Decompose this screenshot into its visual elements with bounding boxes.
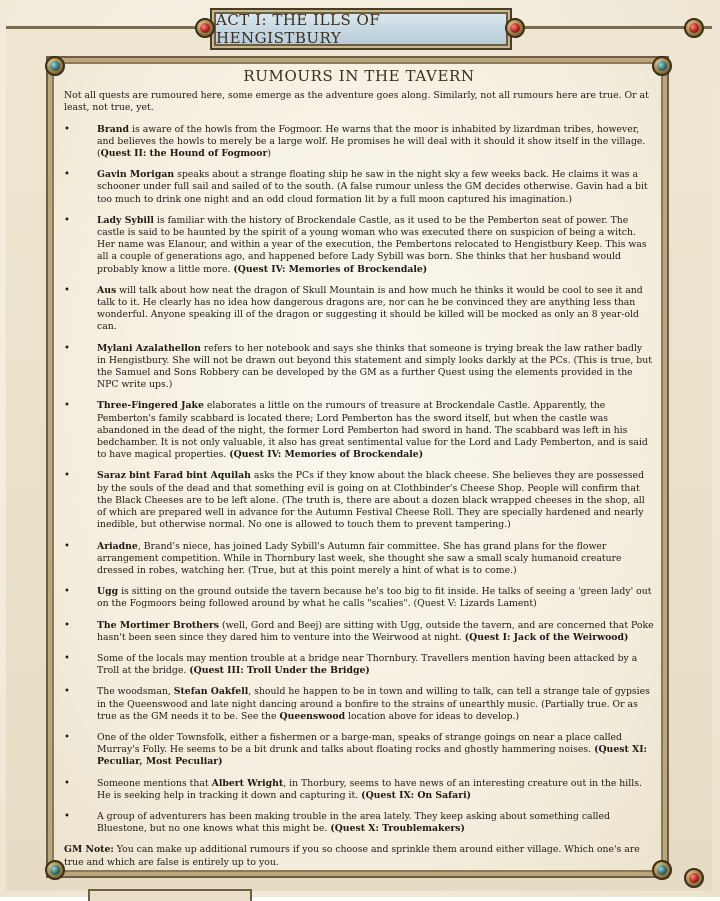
gem-ornament-icon [505,18,525,38]
rumours-content [64,67,654,869]
section-title: RUMOURS IN THE TAVERN [243,67,475,85]
rumour-item: • The woodsman, Stefan Oakfell, should he happen to be in town and willing to talk, can tell a strange tale of gypsies in the Queenswood and late night dancing around a bonfire to the strains of unearthly music. (Partially true. Or as true as the GM needs it to be. See the Queenswood location above for ideas to develop.) [64,686,654,723]
rumour-item: • Ariadne, Brand's niece, has joined Lady Sybill's Autumn fair committee. She has grand plans for the flower arrangement competition. While in Thornbury last week, she thought she saw a small scaly humanoid creature dressed in robes, watching her. (True, but at this point merely a hint of what is to come.) [64,541,654,578]
gem-ornament-icon [652,56,672,76]
rumour-item: • A group of adventurers has been making trouble in the area lately. They keep asking about something called Bluestone, but no one knows what this might be. (Quest X: Troublemakers) [64,811,654,835]
rumour-item: • Some of the locals may mention trouble at a bridge near Thornbury. Travellers mention having been attacked by a Troll at the bridge. (Quest III: Troll Under the Bridge) [64,653,654,677]
chapter-banner-text: ACT I: THE ILLS OF HENGISTBURY [216,11,381,47]
gem-ornament-icon [45,860,65,880]
rumour-list [64,124,654,836]
chapter-banner [214,12,508,46]
gm-note [64,844,654,868]
rumour-item: • Lady Sybill is familiar with the history of Brockendale Castle, as it used to be the Pemberton seat of power. The castle is said to be haunted by the spirit of a young woman who was executed there on suspicion of being a witch. Her name was Elanour, and within a year of the execution, the Pembertons relocated to Hengistbury Keep. This was all a couple of generations ago, and happened before Lady Sybill was born. She thinks that her husband would probably know a little more. (Quest IV: Memories of Brockendale) [64,215,654,276]
gm-note-label: GM Note: [64,844,114,856]
rumour-item: • One of the older Townsfolk, either a fishermen or a barge-man, speaks of strange goings on near a place called Murray's Folly. He seems to be a bit drunk and talks about floating rocks and ghostly hammering noises. (Quest XI: Peculiar, Most Peculiar) [64,732,654,769]
gem-ornament-icon [652,860,672,880]
rumour-item: • Three-Fingered Jake elaborates a little on the rumours of treasure at Brockendale Castle. Apparently, the Pemberton's family scabbard is located there; Lord Pemberton has the sword itself, but when the castle was abandoned in the dead of the night, the former Lord Pemberton had sword in hand. The scabbard was left in his bedchamber. It is not only valuable, it also has great sentimental value for the Lord and Lady Pemberton, and is said to have magical properties. (Quest IV: Memories of Brockendale) [64,400,654,461]
rumour-item: • Mylani Azalathellon refers to her notebook and says she thinks that someone is trying break the law rather badly in Hengistbury. She will not be drawn out beyond this statement and simply looks darkly at the PCs. (This is true, but the Samuel and Sons Robbery can be developed by the GM as a further Quest using the elements provided in the NPC write ups.) [64,343,654,392]
rumour-item: • Brand is aware of the howls from the Fogmoor. He warns that the moor is inhabited by lizardman tribes, however, and believes the howls to merely be a large wolf. He promises he will deal with it should it show itself in the village. (Quest II: the Hound of Fogmoor) [64,124,654,161]
rumour-item: • Aus will talk about how neat the dragon of Skull Mountain is and how much he thinks it would be cool to see it and talk to it. He clearly has no idea how dangerous dragons are, nor can he be convinced they are anything less than wonderful. Anyone speaking ill of the dragon or suggesting it should be killed will be mocked as only an 8 year-old can. [64,285,654,334]
next-page-tab [88,889,252,901]
rumour-item: • Someone mentions that Albert Wright, in Thorbury, seems to have news of an interesting creature out in the hills. He is seeking help in tracking it down and capturing it. (Quest IX: On Safari) [64,778,654,802]
gem-ornament-icon [684,18,704,38]
rumour-item: • Saraz bint Farad bint Aquilah asks the PCs if they know about the black cheese. She believes they are possessed by the souls of the dead and that something evil is going on at Clothbinder's Cheese Shop. People will confirm that the Black Cheeses are to be left alone. (The truth is, there are about a dozen black wrapped cheeses in the shop, all of which are prepared well in advance for the Autumn Festival Cheese Roll. They are specially hardened and nearly inedible, but otherwise normal. No one is allowed to touch them to prevent tampering.) [64,470,654,531]
gem-ornament-icon [45,56,65,76]
rumour-item: • Gavin Morigan speaks about a strange floating ship he saw in the night sky a few weeks back. He claims it was a schooner under full sail and sailed of to the south. (A false rumour unless the GM decides otherwise. Gavin had a bit too much to drink one night and an odd cloud formation lit by a full moon captured his imagination.) [64,169,654,206]
rumour-item: • The Mortimer Brothers (well, Gord and Beej) are sitting with Ugg, outside the tavern, and are concerned that Poke hasn't been seen since they dared him to venture into the Weirwood at night. (Quest I: Jack of the Weirwood) [64,620,654,644]
rumour-item: • Ugg is sitting on the ground outside the tavern because he's too big to fit inside. He talks of seeing a 'green lady' out on the Fogmoors being followed around by what he calls "scalies". (Quest V: Lizards Lament) [64,586,654,610]
gem-ornament-icon [195,18,215,38]
gm-note-text: You can make up additional rumours if you so choose and sprinkle them around either village. Which one's are true and which are false is entirely up to you. [64,844,640,868]
section-intro: Not all quests are rumoured here, some emerge as the adventure goes along. Similarly, not all rumours here are true. Or at least, not true, yet. [64,90,649,114]
gem-ornament-icon [684,868,704,888]
